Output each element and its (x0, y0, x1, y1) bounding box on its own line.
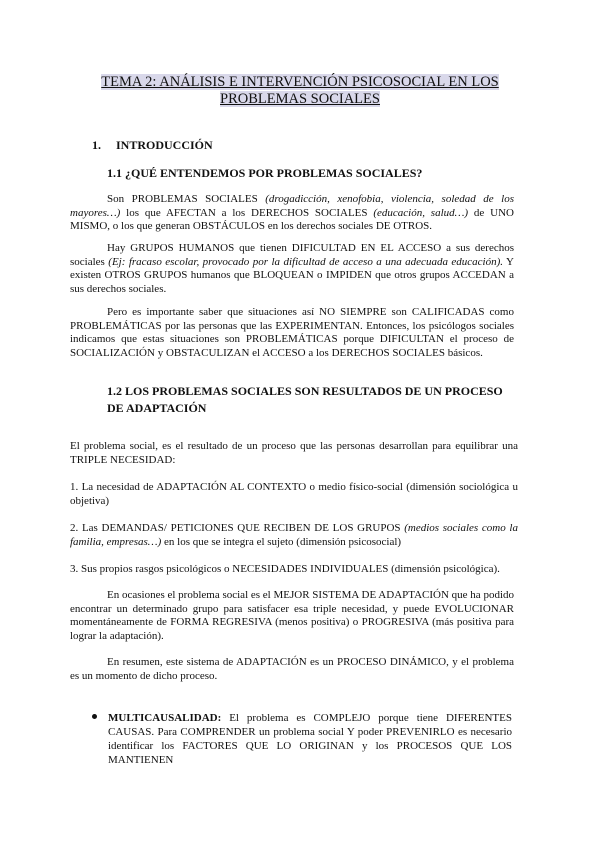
paragraph-definition (70, 193, 514, 234)
italic-run: (drogadicción, xenofobia, violencia, soledad de los mayores…) (70, 193, 514, 219)
text-run: 2. Las DEMANDAS/ PETICIONES QUE RECIBEN DE LOS GRUPOS (70, 522, 405, 534)
numbered-item-2 (70, 522, 518, 549)
bullet-multicausalidad (108, 711, 512, 767)
text-run: Y existen OTROS GRUPOS humanos que BLOQUEAN o IMPIDEN que otros grupos ACCEDAN a sus derechos sociales. (70, 255, 515, 295)
bullet-label: MULTICAUSALIDAD: (108, 712, 222, 724)
subsection-heading-1-1: 1.1 ¿QUÉ ENTENDEMOS POR PROBLEMAS SOCIALES? (107, 166, 423, 180)
paragraph-triple-necesidad: El problema social, es el resultado de un proceso que las personas desarrollan para equilibrar una TRIPLE NECESIDAD: (70, 440, 518, 466)
italic-run: (Ej: fracaso escolar, provocado por la dificultad de acceso a una adecuada educación). (108, 255, 504, 268)
paragraph-resumen: En resumen, este sistema de ADAPTACIÓN es un PROCESO DINÁMICO, y el problema es un momento de dicho proceso. (70, 656, 514, 682)
text-run: en los que se integra el sujeto (dimensión psicosocial) (161, 535, 402, 548)
subsection-heading-1-2: 1.2 LOS PROBLEMAS SOCIALES SON RESULTADOS DE UN PROCESO DE ADAPTACIÓN (107, 384, 503, 415)
section-heading-introduccion (92, 138, 213, 153)
numbered-item-1: 1. La necesidad de ADAPTACIÓN AL CONTEXTO o medio físico-social (dimensión sociológica u objetiva) (70, 481, 518, 507)
text-run: los que AFECTAN a los DERECHOS SOCIALES (120, 206, 374, 219)
document-title (60, 74, 540, 108)
title-line-2: PROBLEMAS SOCIALES (220, 91, 380, 107)
italic-run: (medios sociales como la familia, empresas…) (70, 522, 518, 548)
text-run: Hay GRUPOS HUMANOS que tienen DIFICULTAD EN EL ACCESO a sus derechos sociales (70, 242, 514, 268)
italic-run: (educación, salud…) (373, 206, 469, 219)
paragraph-mejor-sistema: En ocasiones el problema social es el MEJOR SISTEMA DE ADAPTACIÓN que ha podido encontrar un determinado grupo para satisfacer esa triple necesidad, y puede EVOLUCIONAR momentáneamente de FORMA REGRESIVA (menos positiva) o PROGRESIVA (más positiva para lograr la adaptación). (70, 589, 514, 642)
paragraph-groups (70, 242, 514, 296)
bullet-text: El problema es COMPLEJO porque tiene DIFERENTES CAUSAS. Para COMPRENDER un problema social Y poder PREVENIRLO es necesario identificar los FACTORES QUE LO ORIGINAN y los PROCESOS QUE LOS MANTIENEN (108, 712, 512, 766)
section-label: INTRODUCCIÓN (116, 138, 213, 152)
title-line-1: TEMA 2: ANÁLISIS E INTERVENCIÓN PSICOSOCIAL EN LOS (101, 74, 499, 90)
section-number: 1. (92, 138, 101, 152)
bullet-marker (90, 712, 98, 720)
paragraph-calificadas: Pero es importante saber que situaciones así NO SIEMPRE son CALIFICADAS como PROBLEMÁTICAS por las personas que las EXPERIMENTAN. Entonces, los psicólogos sociales indicamos que estas situaciones son PROBLEMÁTICAS porque DIFICULTAN el proceso de SOCIALIZACIÓN y OBSTACULIZAN el ACCESO a los DERECHOS SOCIALES básicos. (70, 306, 514, 359)
numbered-item-3: 3. Sus propios rasgos psicológicos o NECESIDADES INDIVIDUALES (dimensión psicológica). (70, 563, 500, 575)
text-run: Son PROBLEMAS SOCIALES (107, 193, 266, 205)
text-run: de UNO MISMO, o los que generan OBSTÁCULOS en los derechos sociales DE OTROS. (70, 206, 514, 233)
